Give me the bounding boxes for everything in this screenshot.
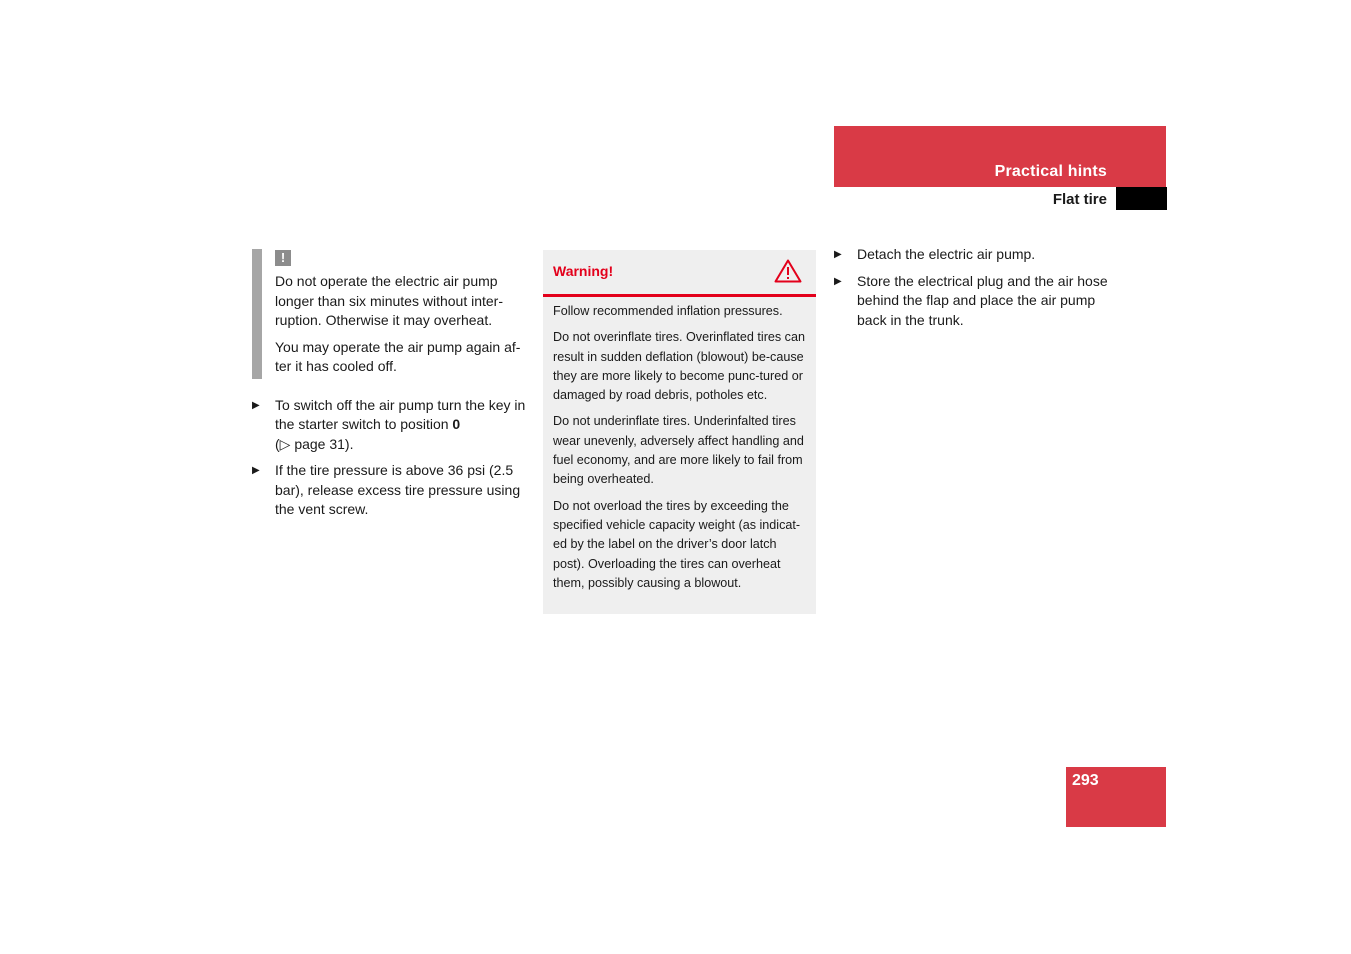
step-text: If the tire pressure is above 36 psi (2.5 bar), release excess tire pressure using the vent screw. [275,462,521,517]
warning-paragraph: Do not overload the tires by exceeding the specified vehicle capacity weight (as indicat-ed by the label on the driver’s door latch post). Overloading the tires can overheat them, possibly causing a blowout. [553,498,801,590]
notice-box [252,249,532,379]
right-column [834,245,1114,337]
warning-body [543,297,816,593]
warning-header [543,250,816,297]
warning-title: Warning! [553,263,614,279]
page-reference-link[interactable]: (▷ page 31). [275,435,354,452]
step-arrow-icon: ▶ [252,399,260,411]
step-item [252,461,532,520]
step-text: To switch off the air pump turn the key in the starter switch to position [275,396,526,432]
step-arrow-icon: ▶ [834,275,842,287]
warning-paragraph: Do not underinflate tires. Underinfalted tires wear unevenly, adversely affect handling and fuel economy, and are more likely to fail from being overheated. [553,414,804,487]
warning-paragraph: Follow recommended inflation pressures. [553,304,783,318]
step-item [834,245,1114,265]
subsection-title: Flat tire [1052,191,1107,208]
step-arrow-icon: ▶ [252,465,260,476]
warning-paragraph: Do not overinflate tires. Overinflated tires can result in sudden deflation (blowout) be-cause they are more likely to become punc-tured or damaged by road debris, potholes etc. [553,330,805,403]
left-column [252,249,532,527]
warning-box [543,250,816,614]
key-position-value: 0 [452,416,461,432]
exclamation-icon: ! [275,250,291,266]
section-title: Practical hints [994,163,1107,180]
warning-triangle-icon [774,259,802,283]
notice-paragraph: Do not operate the electric air pump longer than six minutes without inter-ruption. Otherwise it may overheat. [275,273,503,328]
section-header-band [834,126,1166,187]
step-text: Detach the electric air pump. [857,246,1036,262]
subsection-tab-marker [1116,187,1167,210]
step-arrow-icon: ▶ [834,249,842,260]
step-list-left [252,396,532,520]
notice-paragraph: You may operate the air pump again af-ter it has cooled off. [275,338,521,374]
step-item [834,272,1114,331]
page-number: 293 [1072,772,1099,789]
step-text: Store the electrical plug and the air hose behind the flap and place the air pump back in the trunk. [857,272,1108,328]
step-item [252,396,532,455]
page-number-box [1066,767,1166,827]
